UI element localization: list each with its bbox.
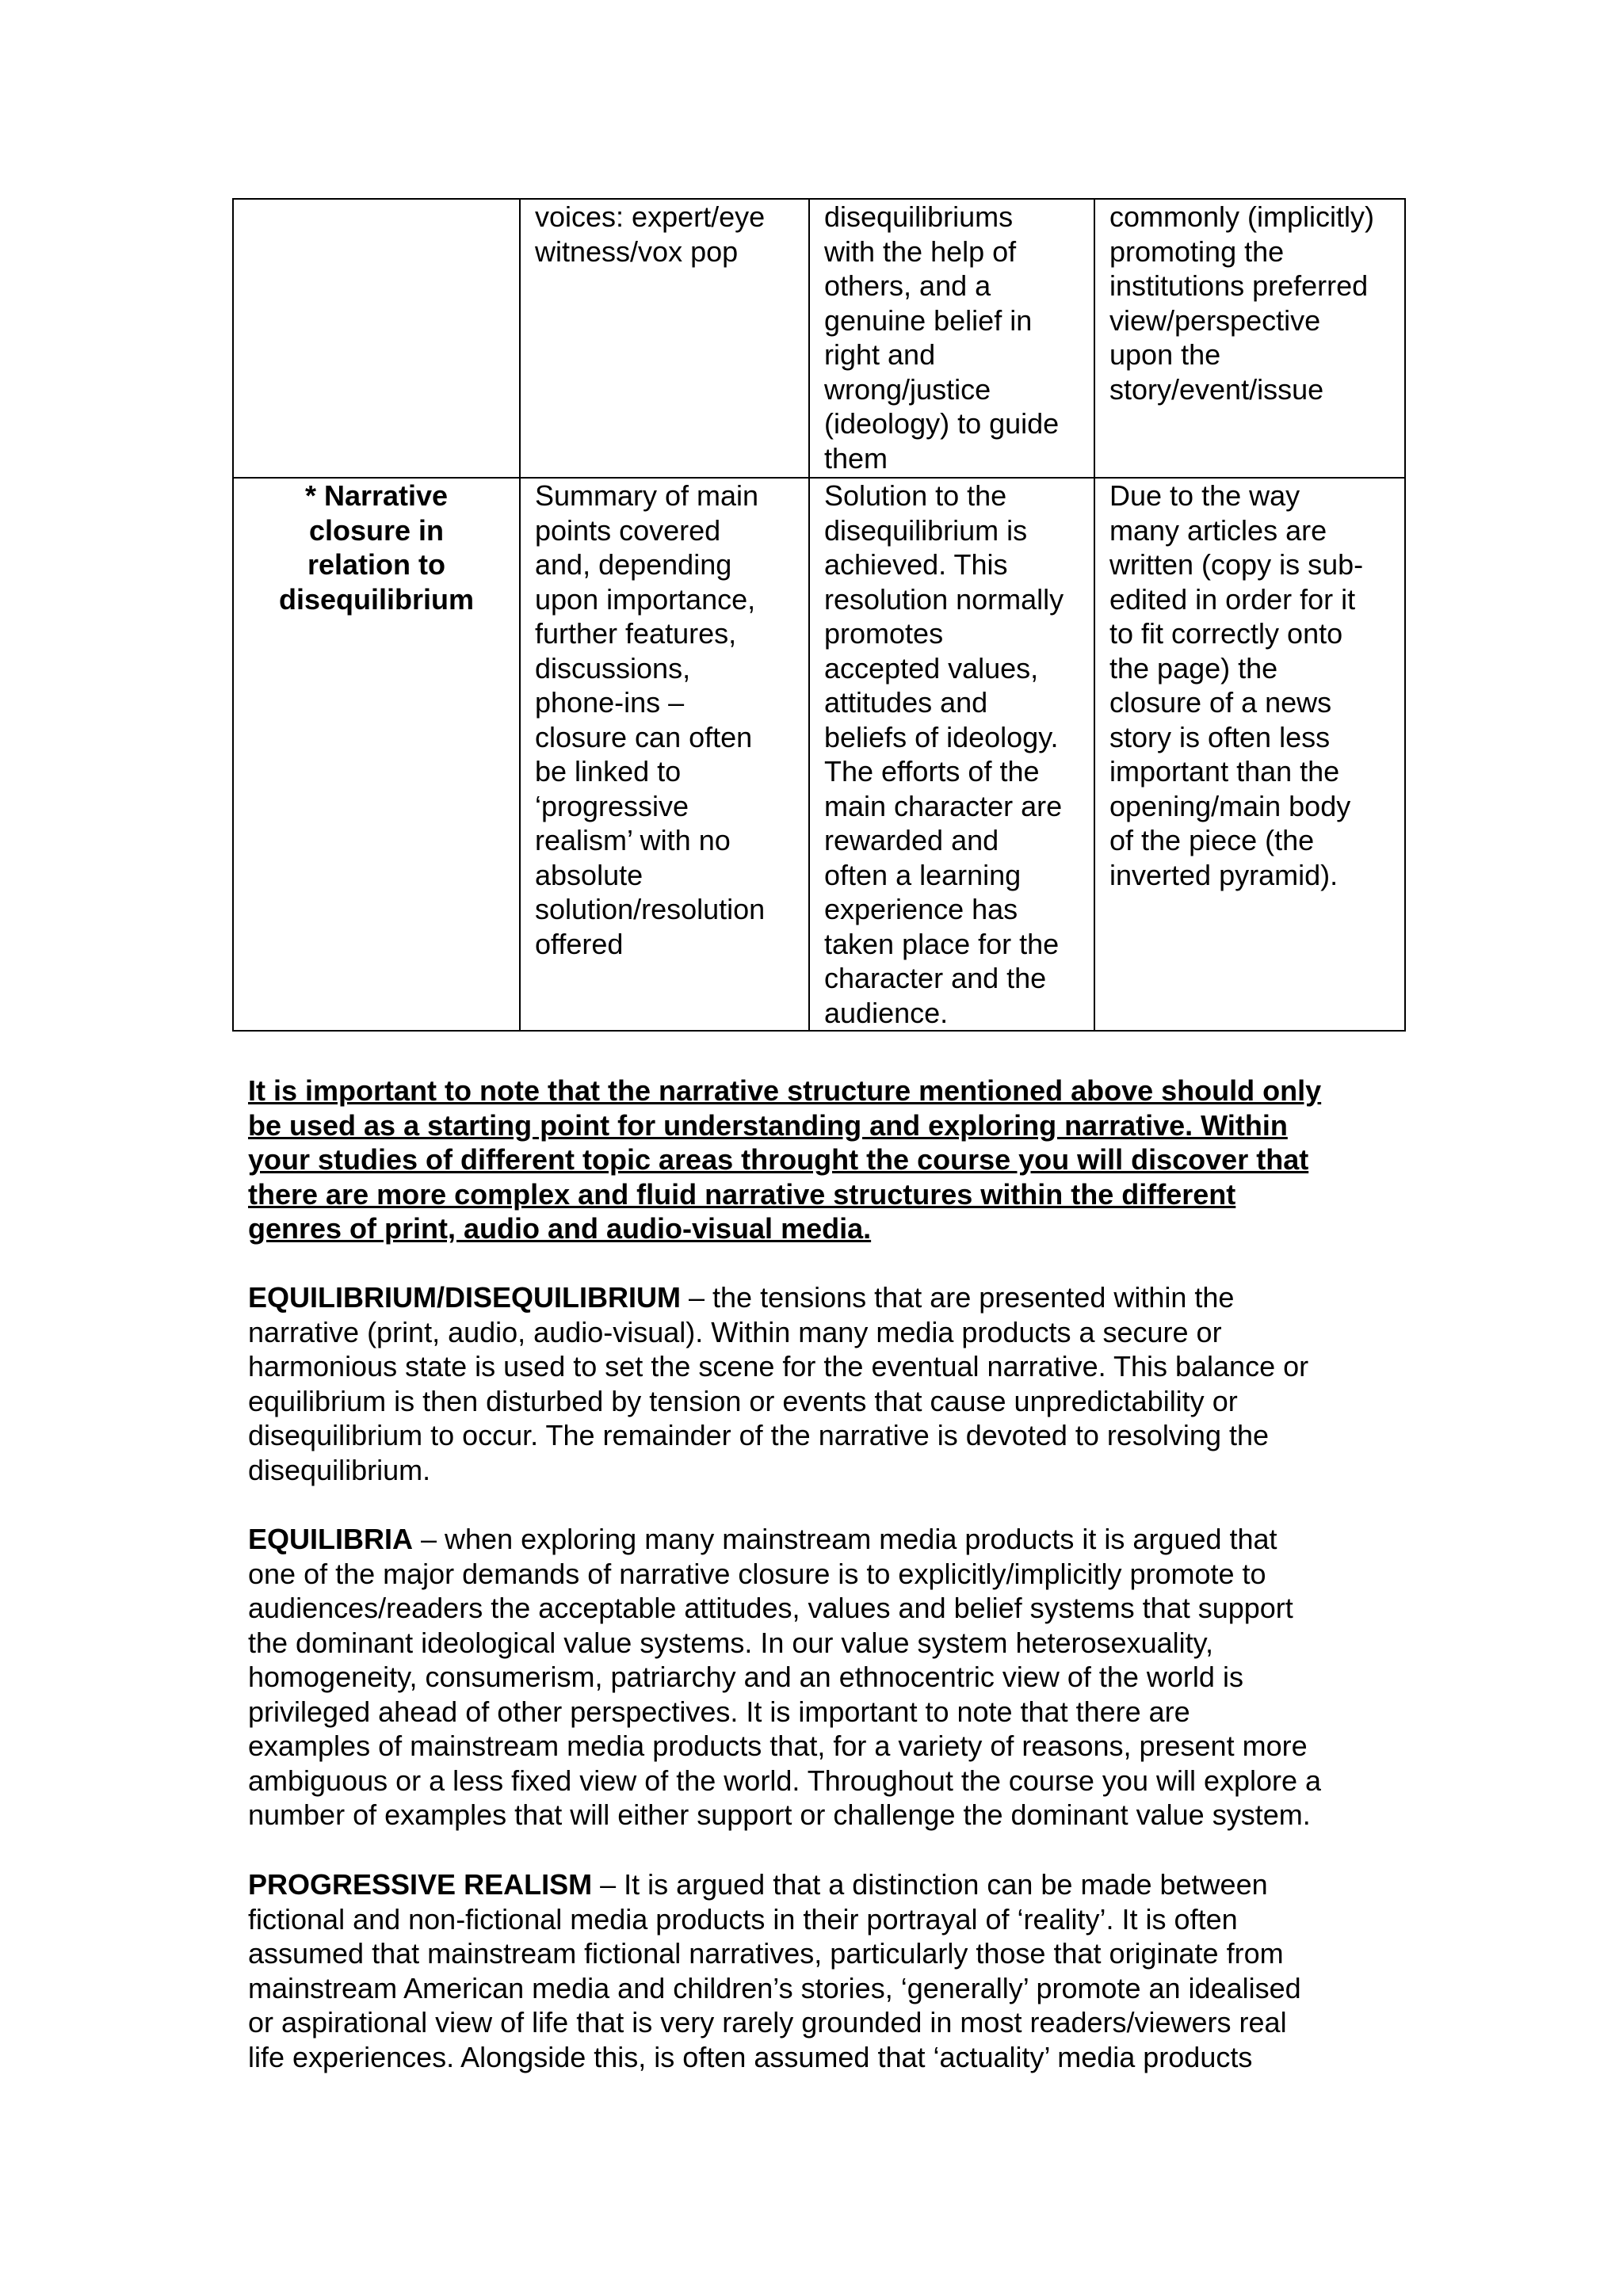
paragraph-progressive-realism bbox=[248, 1867, 1413, 2074]
paragraph-equilibrium-disequilibrium bbox=[248, 1280, 1413, 1487]
paragraph-term: EQUILIBRIA bbox=[248, 1523, 414, 1555]
table-cell: Summary of main points covered and, depending upon importance, further features, discussions, phone-ins – closure can often be linked to ‘progressive realism’ with no absolute solution/resolution offered bbox=[520, 478, 809, 1031]
paragraph-text: – It is argued that a distinction can be made between fictional and non-fictional media products in their portrayal of ‘reality’. It is often assumed that mainstream fictional narratives, particularly those that originate from mainstream American media and children’s stories, ‘generally’ promote an idealised or aspirational view of life that is very rarely grounded in most readers/viewers real life experiences. Alongside this, is often assumed that ‘actuality’ media products bbox=[248, 1868, 1301, 2073]
paragraph-term: EQUILIBRIUM/DISEQUILIBRIUM bbox=[248, 1281, 681, 1314]
table-cell: commonly (implicitly) promoting the institutions preferred view/perspective upon the story/event/issue bbox=[1094, 199, 1405, 478]
table-cell: Solution to the disequilibrium is achieved. This resolution normally promotes accepted values, attitudes and beliefs of ideology. The efforts of the main character are rewarded and often a learning experience has taken place for the character and the audience. bbox=[809, 478, 1094, 1031]
table-cell-row-heading bbox=[233, 199, 520, 478]
table-cell: voices: expert/eye witness/vox pop bbox=[520, 199, 809, 478]
paragraph-term: PROGRESSIVE REALISM bbox=[248, 1868, 593, 1901]
narrative-table bbox=[232, 198, 1406, 1032]
table-row bbox=[233, 199, 1405, 478]
important-note: It is important to note that the narrative structure mentioned above should only be used as a starting point for understanding and exploring narrative. Within your studies of different topic areas throught the course you will discover that there are more complex and fluid narrative structures within the different genres of print, audio and audio-visual media. bbox=[248, 1074, 1322, 1245]
table-cell-row-heading: * Narrative closure in relation to disequilibrium bbox=[233, 478, 520, 1031]
paragraph-text: – the tensions that are presented within the narrative (print, audio, audio-visual). Within many media products a secure or harmonious state is used to set the scene for the eventual narrative. This balance or equilibrium is then disturbed by tension or events that cause unpredictability or disequilibrium to occur. The remainder of the narrative is devoted to resolving the disequilibrium. bbox=[248, 1281, 1309, 1486]
table-row bbox=[233, 478, 1405, 1031]
paragraph-equilibria bbox=[248, 1522, 1413, 1833]
paragraph-text: – when exploring many mainstream media products it is argued that one of the major demands of narrative closure is to explicitly/implicitly promote to audiences/readers the acceptable attitudes, values and belief systems that support the dominant ideological value systems. In our value system heterosexuality, homogeneity, consumerism, patriarchy and an ethnocentric view of the world is privileged ahead of other perspectives. It is important to note that there are examples of mainstream media products that, for a variety of reasons, present more ambiguous or a less fixed view of the world. Throughout the course you will explore a number of examples that will either support or challenge the dominant value system. bbox=[248, 1523, 1322, 1831]
table-cell: disequilibriums with the help of others, and a genuine belief in right and wrong/justice (ideology) to guide them bbox=[809, 199, 1094, 478]
table-cell: Due to the way many articles are written (copy is sub- edited in order for it to fit correctly onto the page) the closure of a news story is often less important than the opening/main body of the piece (the inverted pyramid). bbox=[1094, 478, 1405, 1031]
